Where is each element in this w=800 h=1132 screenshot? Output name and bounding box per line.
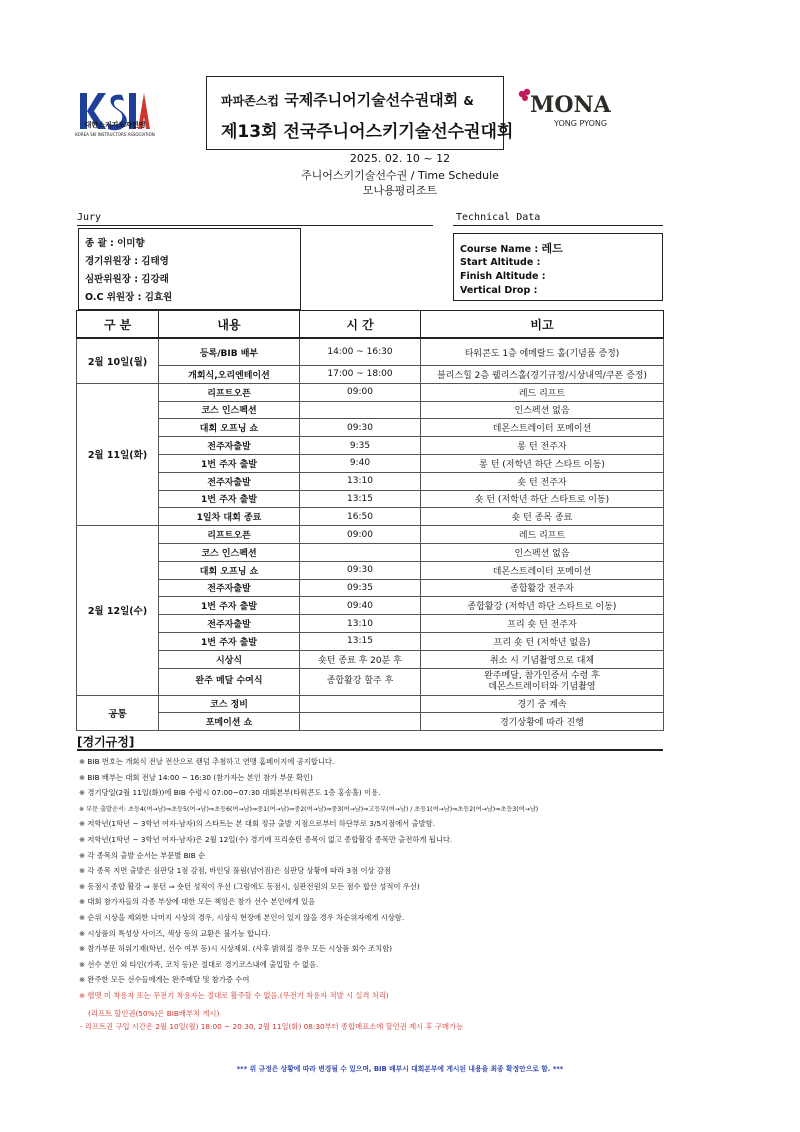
rule-item: ※ BIB 번호는 개회식 전날 전산으로 랜덤 추첨하고 연맹 홈페이지에 공지합니다. — [79, 757, 335, 766]
table-row — [77, 437, 664, 455]
note-cell: 레드 리프트 — [421, 526, 664, 544]
technical-label: Technical Data — [456, 212, 541, 223]
note-cell: 숏 턴 전주자 — [421, 472, 664, 490]
org-name-en: KOREA SKI INSTRUCTORS ASSOCIATION — [75, 132, 155, 137]
schedule-table — [76, 310, 664, 731]
time-cell: 09:30 — [300, 419, 421, 437]
activity-cell: 시상식 — [159, 650, 300, 668]
technical-rule — [453, 225, 663, 226]
finish-altitude: Finish Altitude : — [460, 271, 546, 282]
ksia-logo-text: KSIA — [78, 78, 115, 93]
table-row — [77, 713, 664, 731]
activity-cell: 개회식,오리엔테이션 — [159, 366, 300, 384]
time-cell: 13:10 — [300, 615, 421, 633]
rule-item: ※ 순위 시상을 제외한 나머지 시상의 경우, 시상식 현장에 본인이 있지 않을 경우 차순위자에게 시상함. — [79, 913, 405, 922]
rule-item: ※ BIB 배부는 대회 전날 14:00 ~ 16:30 (참가자는 본인 참가 부문 확인) — [79, 772, 313, 782]
table-row — [77, 650, 664, 668]
table-row — [77, 526, 664, 544]
activity-cell: 코스 인스펙션 — [159, 543, 300, 561]
note-line: 완주메달, 참가인증서 수령 후 — [484, 670, 600, 681]
activity-cell: 코스 정비 — [159, 695, 300, 713]
start-altitude: Start Altitude : — [460, 257, 541, 268]
rule-item: ※ 헬멧 미 착용자 또는 무전기 착용자는 절대로 활주할 수 없음.(무전기 착용자 적발 시 실격 처리) — [79, 991, 389, 1000]
activity-cell: 1번 주자 출발 — [159, 454, 300, 472]
table-row — [77, 490, 664, 508]
lift-coupon-note: (리프트 할인권(50%)은 BIB배부처 게시) — [88, 1008, 220, 1018]
title-sponsor: 파파존스컵 — [221, 94, 279, 108]
activity-cell: 1일차 대회 종료 — [159, 508, 300, 526]
rule-item: ※ 완주한 모든 선수들에게는 완주메달 및 참가증 수여 — [79, 975, 250, 985]
note-cell: 숏 턴 종목 종료 — [421, 508, 664, 526]
note-cell: 경기상황에 따라 진행 — [421, 713, 664, 731]
table-row — [77, 338, 664, 366]
event-subtitle: 주니어스키기술선수권 / Time Schedule — [301, 169, 499, 182]
activity-cell: 1번 주자 출발 — [159, 597, 300, 615]
table-row — [77, 508, 664, 526]
table-row — [77, 561, 664, 579]
org-name-ko: 대한스키지도자연맹 — [84, 121, 146, 129]
rule-item: ※ 저학년(1학년 ~ 3학년 여자-남자)은 2월 12일(수) 경기에 프리숏턴 종목이 없고 종합활강 종목만 출전하게 됩니다. — [79, 835, 453, 844]
vertical-drop: Vertical Drop : — [460, 285, 538, 296]
time-cell: 14:00 ~ 16:30 — [300, 338, 421, 366]
svg-text:YONG PYONG: YONG PYONG — [554, 119, 608, 128]
event-title-line1 — [221, 89, 474, 110]
time-cell: 13:15 — [300, 632, 421, 650]
header-note: 비고 — [421, 311, 664, 339]
table-row — [77, 472, 664, 490]
jury-label: Jury — [77, 212, 102, 223]
note-cell — [421, 668, 664, 695]
jury-oc-chair: O.C 위원장 : 김효원 — [85, 292, 173, 303]
table-row — [77, 543, 664, 561]
activity-cell: 리프트오픈 — [159, 526, 300, 544]
time-cell: 09:00 — [300, 526, 421, 544]
activity-cell: 1번 주자 출발 — [159, 490, 300, 508]
jury-judge-chair: 심판위원장 : 김강래 — [85, 274, 169, 285]
activity-cell: 전주자출발 — [159, 615, 300, 633]
date-cell: 2월 11일(화) — [77, 383, 159, 525]
rule-item: ※ 대회 참가자들의 각종 부상에 대한 모든 책임은 참가 선수 본인에게 있음 — [79, 897, 316, 907]
activity-cell: 대회 오프닝 쇼 — [159, 419, 300, 437]
course-name-label: Course Name : — [460, 244, 539, 255]
note-line: 데몬스트레이터와 기념촬영 — [488, 681, 596, 692]
activity-cell: 등록/BIB 배부 — [159, 338, 300, 366]
title-amp: & — [463, 94, 474, 108]
time-cell: 09:40 — [300, 597, 421, 615]
title-main: 국제주니어기술선수권대회 — [284, 91, 459, 109]
time-cell: 09:35 — [300, 579, 421, 597]
course-name-value: 레드 — [541, 242, 563, 255]
note-cell: 경기 중 계속 — [421, 695, 664, 713]
event-dates: 2025. 02. 10 ~ 12 — [349, 152, 451, 165]
table-row — [77, 401, 664, 419]
technical-box — [453, 233, 663, 301]
activity-cell: 전주자출발 — [159, 472, 300, 490]
note-cell: 데몬스트레이터 포메이션 — [421, 419, 664, 437]
mona-yongpyong-logo — [514, 86, 634, 130]
rule-item: ※ 시상품의 특성상 사이즈, 색상 등의 교환은 불가능 합니다. — [79, 928, 271, 938]
table-row — [77, 383, 664, 401]
rule-item: ※ 경기당일(2월 11일(화))에 BIB 수령시 07:00~07:30 대회본부(타워콘도 1층 홍송홀) 이용. — [79, 788, 381, 798]
rule-item: ※ 각 종목 지면 출발은 심판당 1점 감점, 바인딩 풀림(넘어짐)은 심판당 상황에 따라 3점 이상 감점 — [79, 866, 391, 876]
jury-rule — [77, 225, 433, 226]
note-cell: 종합활강 전주자 — [421, 579, 664, 597]
date-cell: 2월 10일(월) — [77, 338, 159, 383]
activity-cell: 대회 오프닝 쇼 — [159, 561, 300, 579]
header-category: 구 분 — [77, 311, 159, 339]
activity-cell: 1번 주자 출발 — [159, 632, 300, 650]
jury-chief: 종 괄 : 이미향 — [85, 238, 145, 249]
time-cell: 17:00 ~ 18:00 — [300, 366, 421, 384]
note-cell: 레드 리프트 — [421, 383, 664, 401]
time-cell: 9:35 — [300, 437, 421, 455]
rule-item: ※ 참가부문 허위기재(학년, 선수 여부 등)시 시상제외. (사후 밝혀질 경우 모든 시상품 회수 조치함) — [79, 944, 393, 954]
header-content: 내용 — [159, 311, 300, 339]
rules-divider — [77, 749, 663, 751]
course-name — [460, 240, 563, 256]
event-title-box — [206, 76, 514, 150]
time-cell: 13:10 — [300, 472, 421, 490]
note-cell: 종합활강 (저학년 하단 스타트로 이동) — [421, 597, 664, 615]
time-cell: 종합활강 할주 후 — [300, 668, 421, 695]
table-row — [77, 597, 664, 615]
note-cell: 인스펙션 없음 — [421, 543, 664, 561]
activity-cell: 리프트오픈 — [159, 383, 300, 401]
table-row — [77, 454, 664, 472]
activity-cell: 코스 인스펙션 — [159, 401, 300, 419]
rule-item: ※ 동점시 종합 활강 ⇒ 롱턴 ⇒ 숏턴 성적이 우선 (그럼에도 동점시, 심판전원의 모든 점수 합산 성적이 우선) — [79, 881, 420, 891]
rule-item: ※ 부문 출발순서: 초등4(여→남)⇒초등5(여→남)⇒초등6(여→남)⇒중1(여→남)⇒중2(여→남)⇒중3(여→남)⇒고등부(여→남) / 초등1(여→남)⇒초등2(여→남)⇒초등3(여→남) — [79, 805, 539, 813]
note-cell: 프리 숏 턴 (저학년 없음) — [421, 632, 664, 650]
note-cell: 취소 시 기념촬영으로 대체 — [421, 650, 664, 668]
event-title-line2: 제13회 전국주니어스키기술선수권대회 — [221, 122, 514, 142]
rule-item: ※ 선수 본인 외 타인(가족, 코치 등)은 절대로 경기코스내에 출입할 수 없음. — [79, 959, 319, 969]
svg-text:MONA: MONA — [530, 92, 611, 118]
jury-box — [78, 228, 301, 310]
note-cell: 블리스힐 2층 웰리스홀(경기규정/시상내역/쿠폰 증정) — [421, 366, 664, 384]
table-row — [77, 366, 664, 384]
note-cell: 데몬스트레이터 포메이션 — [421, 561, 664, 579]
time-cell: 09:00 — [300, 383, 421, 401]
note-cell: 롱 턴 (저학년 하단 스타트 이동) — [421, 454, 664, 472]
time-cell — [300, 401, 421, 419]
header-time: 시 간 — [300, 311, 421, 339]
table-row — [77, 695, 664, 713]
lift-ticket-purchase-note: - 리프트권 구입 시간은 2월 10일(월) 18:00 ~ 20:30, 2월 11일(화) 08:30부터 종합매표소에 할인권 제시 후 구매가능 — [80, 1021, 464, 1031]
table-row — [77, 632, 664, 650]
time-cell: 9:40 — [300, 454, 421, 472]
event-venue: 모나용평리조트 — [362, 184, 438, 197]
org-name — [70, 121, 160, 139]
time-cell: 13:15 — [300, 490, 421, 508]
activity-cell: 전주자출발 — [159, 579, 300, 597]
footer-note: *** 위 규정은 상황에 따라 변경될 수 있으며, BIB 배부시 대회본부에 게시된 내용을 최종 확정안으로 함. *** — [236, 1065, 564, 1073]
date-cell: 공통 — [77, 695, 159, 731]
schedule-header-row — [77, 311, 664, 339]
time-cell — [300, 695, 421, 713]
activity-cell: 포메이션 쇼 — [159, 713, 300, 731]
rule-item: ※ 저학년(1학년 ~ 3학년 여자-남자)의 스타트는 본 대회 정규 출발 지점으로부터 하단부로 3/5지점에서 출발함. — [79, 819, 436, 829]
time-cell — [300, 543, 421, 561]
table-row — [77, 615, 664, 633]
rule-item: ※ 각 종목의 출발 순서는 부문별 BIB 순 — [79, 850, 206, 860]
mona-flower-icon — [519, 89, 530, 101]
note-cell: 롱 턴 전주자 — [421, 437, 664, 455]
time-cell: 숏턴 종료 후 20분 후 — [300, 650, 421, 668]
activity-cell: 전주자출발 — [159, 437, 300, 455]
table-row — [77, 579, 664, 597]
note-cell: 프리 숏 턴 전주자 — [421, 615, 664, 633]
jury-race-director: 경기위원장 : 김태영 — [85, 256, 169, 267]
note-cell: 숏 턴 (저학년 하단 스타트로 이동) — [421, 490, 664, 508]
note-cell: 타워콘도 1층 에메랄드 홀(기념품 증정) — [421, 338, 664, 366]
time-cell: 16:50 — [300, 508, 421, 526]
table-row — [77, 419, 664, 437]
rules-title: [경기규정] — [77, 735, 135, 749]
time-cell: 09:30 — [300, 561, 421, 579]
activity-cell: 완주 메달 수여식 — [159, 668, 300, 695]
note-cell: 인스펙션 없음 — [421, 401, 664, 419]
date-cell: 2월 12일(수) — [77, 526, 159, 695]
time-cell — [300, 713, 421, 731]
table-row — [77, 668, 664, 695]
